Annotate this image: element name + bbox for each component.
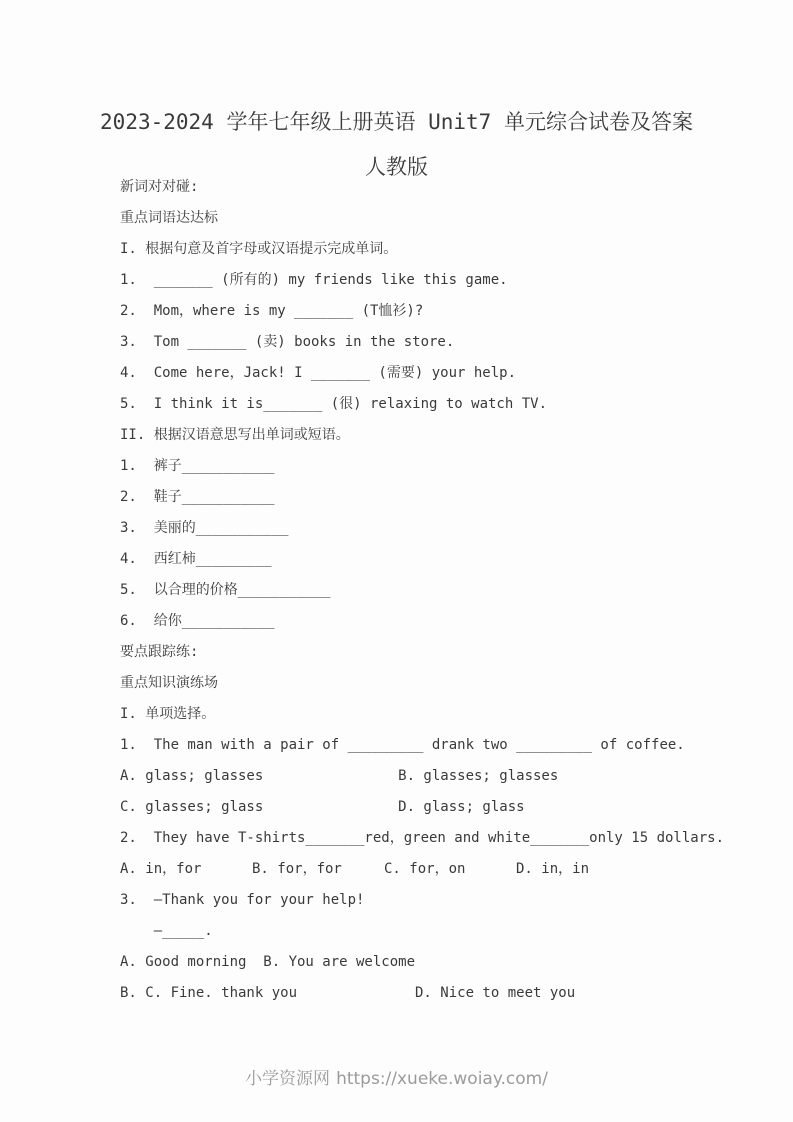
footer-url-link[interactable]: https://xueke.woiay.com/ bbox=[336, 1069, 548, 1089]
document-line: B. C. Fine. thank you D. Nice to meet you bbox=[120, 985, 576, 1001]
document-line: 1. _______ (所有的) my friends like this game. bbox=[120, 272, 508, 288]
document-line: 重点词语达达标 bbox=[120, 210, 218, 226]
page-footer bbox=[0, 1064, 793, 1089]
page-title: 2023-2024 学年七年级上册英语 Unit7 单元综合试卷及答案 bbox=[100, 110, 693, 134]
document-body bbox=[120, 172, 780, 1009]
document-line: 5. I think it is_______ (很) relaxing to watch TV. bbox=[120, 396, 548, 412]
document-line: 1. 裤子___________ bbox=[120, 458, 275, 474]
document-line: 重点知识演练场 bbox=[120, 675, 218, 691]
document-line: 1. The man with a pair of _________ drank two _________ of coffee. bbox=[120, 737, 685, 753]
document-line: II. 根据汉语意思写出单词或短语。 bbox=[120, 427, 350, 443]
document-line: 要点跟踪练: bbox=[120, 644, 199, 660]
document-line: I. 单项选择。 bbox=[120, 706, 216, 722]
document-line: 5. 以合理的价格___________ bbox=[120, 582, 331, 598]
document-line: —_____. bbox=[120, 923, 213, 939]
document-line: C. glasses; glass D. glass; glass bbox=[120, 799, 525, 815]
document-line: 3. 美丽的___________ bbox=[120, 520, 289, 536]
document-line: 2. They have T-shirts_______red，green and white_______only 15 dollars. bbox=[120, 830, 725, 846]
document-line: 3. Tom _______ (卖) books in the store. bbox=[120, 334, 455, 350]
document-line: 6. 给你___________ bbox=[120, 613, 275, 629]
document-line: 新词对对碰: bbox=[120, 179, 199, 195]
document-line: 3. —Thank you for your help! bbox=[120, 892, 365, 908]
page-subtitle: 人教版 bbox=[365, 155, 428, 179]
document-line: 4. 西红柿_________ bbox=[120, 551, 272, 567]
document-line: I. 根据句意及首字母或汉语提示完成单词。 bbox=[120, 241, 398, 257]
document-line: A. glass; glasses B. glasses; glasses bbox=[120, 768, 559, 784]
document-line: 2. Mom，where is my _______ (T恤衫)? bbox=[120, 303, 424, 319]
document-line: A. in，for B. for，for C. for，on D. in，in bbox=[120, 861, 590, 877]
document-line: 4. Come here，Jack! I _______ (需要) your help. bbox=[120, 365, 517, 381]
document-line: A. Good morning B. You are welcome bbox=[120, 954, 416, 970]
document-line: 2. 鞋子___________ bbox=[120, 489, 275, 505]
footer-site-name: 小学资源网 bbox=[245, 1069, 331, 1089]
